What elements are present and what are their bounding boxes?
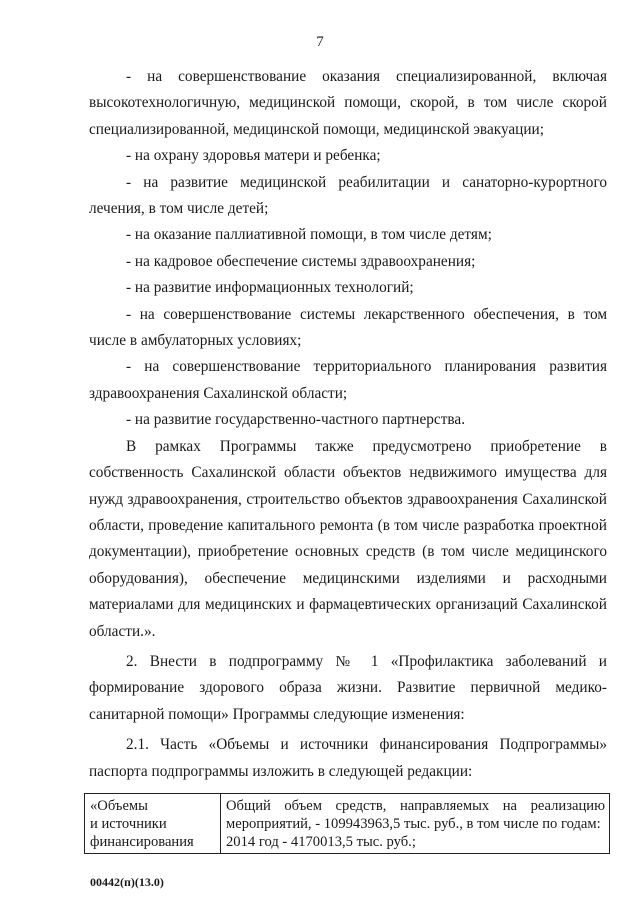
paragraph-bullet-territorial-planning: - на совершенствование территориального планирования развития здравоохранения Сахалинской области; [89,358,607,402]
table-label-text: «Объемы и источники финансирования [90,798,194,850]
paragraph-bullet-staffing: - на кадровое обеспечение системы здравоохранения; [126,252,476,270]
table-value-text: Общий объем средств, направляемых на реализацию мероприятий, - 109943963,5 тыс. руб., в том числе по годам: 2014 год - 4170013,5 тыс. руб.; [226,798,605,850]
paragraph-bullet-it: - на развитие информационных технологий; [126,279,414,297]
document-body [89,64,607,785]
paragraph-amend-subprogram: 2. Внести в подпрограмму № 1 «Профилактика заболеваний и формирование здорового образа жизни. Развитие первичной медико-санитарной помощи» Программы следующие изменения: [89,652,607,723]
paragraph-bullet-maternal-health: - на охрану здоровья матери и ребенка; [126,147,381,165]
page-number: 7 [316,34,324,50]
paragraph-bullet-specialized-care: - на совершенствование оказания специализированной, включая высокотехнологичную, медицинской помощи, скорой, в том числе скорой специализированной, медицинской помощи, медицинской эвакуации; [89,68,607,138]
paragraph-program-scope: В рамках Программы также предусмотрено приобретение в собственность Сахалинской области объектов недвижимого имущества для нужд здравоохранения, строительство объектов здравоохранения Сахалинской области, проведение капитального ремонта (в том числе разработка проектной документации), приобретение основных средств (в том числе медицинского оборудования), обеспечение медицинскими изделиями и расходными материалами для медицинских и фармацевтических организаций Сахалинской области.». [89,437,607,640]
paragraph-amend-passport: 2.1. Часть «Объемы и источники финансирования Подпрограммы» паспорта подпрограммы изложить в следующей редакции: [89,736,607,780]
passport-table [84,793,610,854]
table-cell-value [221,794,610,854]
paragraph-bullet-palliative-care: - на оказание паллиативной помощи, в том числе детям; [126,226,492,244]
table-row [85,794,610,854]
document-code: 00442(п)(13.0) [90,875,164,889]
table-cell-label [85,794,221,854]
paragraph-bullet-drug-supply: - на совершенствование системы лекарственного обеспечения, в том числе в амбулаторных условиях; [89,305,607,350]
paragraph-bullet-ppp: - на развитие государственно-частного партнерства. [126,411,466,429]
paragraph-bullet-rehabilitation: - на развитие медицинской реабилитации и санаторно-курортного лечения, в том числе детей; [89,173,607,218]
